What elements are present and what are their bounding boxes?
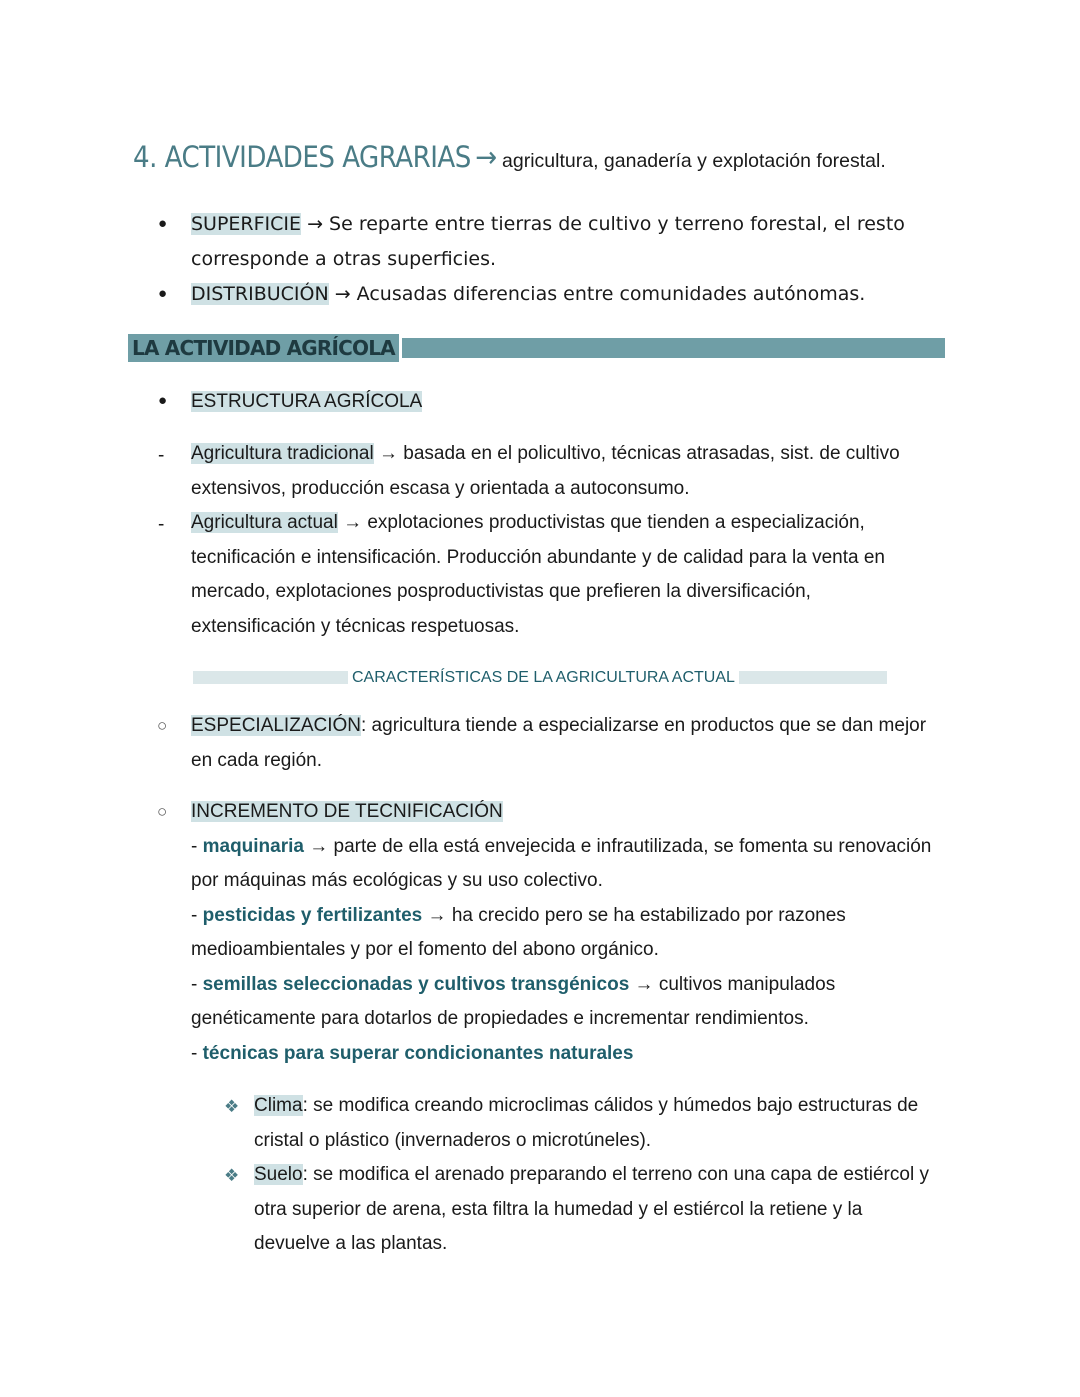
especializacion-item: [191, 709, 926, 778]
section-title: LA ACTIVIDAD AGRÍCOLA: [128, 334, 399, 362]
tipo-text: → basada en el policultivo, técnicas atrasadas, sist. de cultivo: [373, 443, 900, 464]
tipo-text: tecnificación e intensificación. Producción abundante y de calidad para la venta en: [191, 546, 885, 568]
tipo-text: mercado, explotaciones posproductivistas que prefieren la diversificación,: [191, 581, 811, 602]
item-text: → parte de ella está envejecida e infrautilizada, se fomenta su renovación: [303, 835, 932, 857]
tipo-text: → explotaciones productivistas que tienden a especialización,: [337, 512, 865, 533]
subheading-bar-right: [739, 671, 887, 684]
dash-icon: -: [158, 514, 165, 535]
intro-item-superficie: [191, 207, 905, 276]
especializacion-text: en cada región.: [191, 749, 322, 771]
diamond-bullet-icon: ❖: [224, 1166, 240, 1185]
item-text: medioambientales y por el fomento del abono orgánico.: [191, 939, 659, 960]
intro-text: → Acusadas diferencias entre comunidades autónomas.: [328, 283, 866, 305]
term-especializacion: ESPECIALIZACIÓN: [191, 715, 361, 736]
term-clima: Clima: [254, 1095, 303, 1116]
subheading: CARACTERÍSTICAS DE LA AGRICULTURA ACTUAL: [352, 669, 735, 686]
keyword-pesticidas: pesticidas y fertilizantes: [202, 904, 423, 926]
title-main: 4. ACTIVIDADES AGRARIAS: [133, 140, 471, 174]
tecnica-text: : se modifica el arenado preparando el terreno con una capa de estiércol y: [302, 1164, 929, 1185]
bullet-icon: ●: [158, 392, 168, 409]
term-superficie: SUPERFICIE: [191, 213, 302, 235]
item-prefix: -: [191, 1042, 203, 1064]
circle-bullet-icon: ○: [157, 716, 168, 735]
term-suelo: Suelo: [254, 1164, 303, 1185]
bullet-icon: ●: [158, 285, 168, 302]
keyword-tecnicas: técnicas para superar condicionantes naturales: [202, 1042, 634, 1064]
tecnica-text: cristal o plástico (invernaderos o microtúneles).: [254, 1129, 652, 1151]
term-distribucion: DISTRIBUCIÓN: [191, 283, 329, 305]
especializacion-text: : agricultura tiende a especializarse en productos que se dan mejor: [361, 715, 927, 736]
keyword-maquinaria: maquinaria: [202, 835, 304, 857]
intro-text-cont: corresponde a otras superficies.: [191, 247, 497, 270]
bullet-icon: ●: [158, 215, 168, 232]
item-text: → ha crecido pero se ha estabilizado por razones: [422, 904, 846, 926]
title-arrow: →: [475, 140, 497, 174]
tipo-text: extensivos, producción escasa y orientada a autoconsumo.: [191, 477, 690, 499]
intro-text: → Se reparte entre tierras de cultivo y terreno forestal, el resto: [301, 213, 905, 235]
term-estructura: ESTRUCTURA AGRÍCOLA: [191, 391, 423, 412]
tecnica-text: : se modifica creando microclimas cálidos y húmedos bajo estructuras de: [302, 1095, 919, 1116]
intro-item-distribucion: [191, 277, 865, 312]
title-subtitle: agricultura, ganadería y explotación forestal.: [496, 150, 886, 172]
item-prefix: -: [191, 835, 203, 857]
term-tradicional: Agricultura tradicional: [191, 443, 374, 464]
item-prefix: -: [191, 904, 203, 926]
page-title: [133, 140, 886, 174]
tipo-tradicional: [191, 437, 900, 506]
subheading-bar-left: [193, 671, 348, 684]
tecnificacion-item: [191, 795, 931, 1071]
item-text: → cultivos manipulados: [629, 973, 836, 995]
tecnica-text: otra superior de arena, esta filtra la humedad y el estiércol la retiene y la: [254, 1198, 863, 1220]
tecnica-suelo: [254, 1158, 929, 1262]
term-tecnificacion: INCREMENTO DE TECNIFICACIÓN: [191, 801, 503, 822]
tipo-actual: [191, 506, 885, 644]
tipo-text: extensificación y técnicas respetuosas.: [191, 615, 520, 637]
tecnica-clima: [254, 1089, 918, 1158]
estructura-item: [191, 385, 422, 420]
item-text: genéticamente para dotarlos de propiedades e incrementar rendimientos.: [191, 1008, 809, 1029]
item-text: por máquinas más ecológicas y su uso colectivo.: [191, 870, 603, 891]
dash-icon: -: [158, 445, 165, 466]
diamond-bullet-icon: ❖: [224, 1097, 240, 1116]
tecnica-text: devuelve a las plantas.: [254, 1233, 448, 1254]
circle-bullet-icon: ○: [157, 802, 168, 821]
keyword-semillas: semillas seleccionadas y cultivos transgénicos: [202, 973, 630, 995]
term-actual: Agricultura actual: [191, 512, 338, 533]
item-prefix: -: [191, 973, 203, 995]
